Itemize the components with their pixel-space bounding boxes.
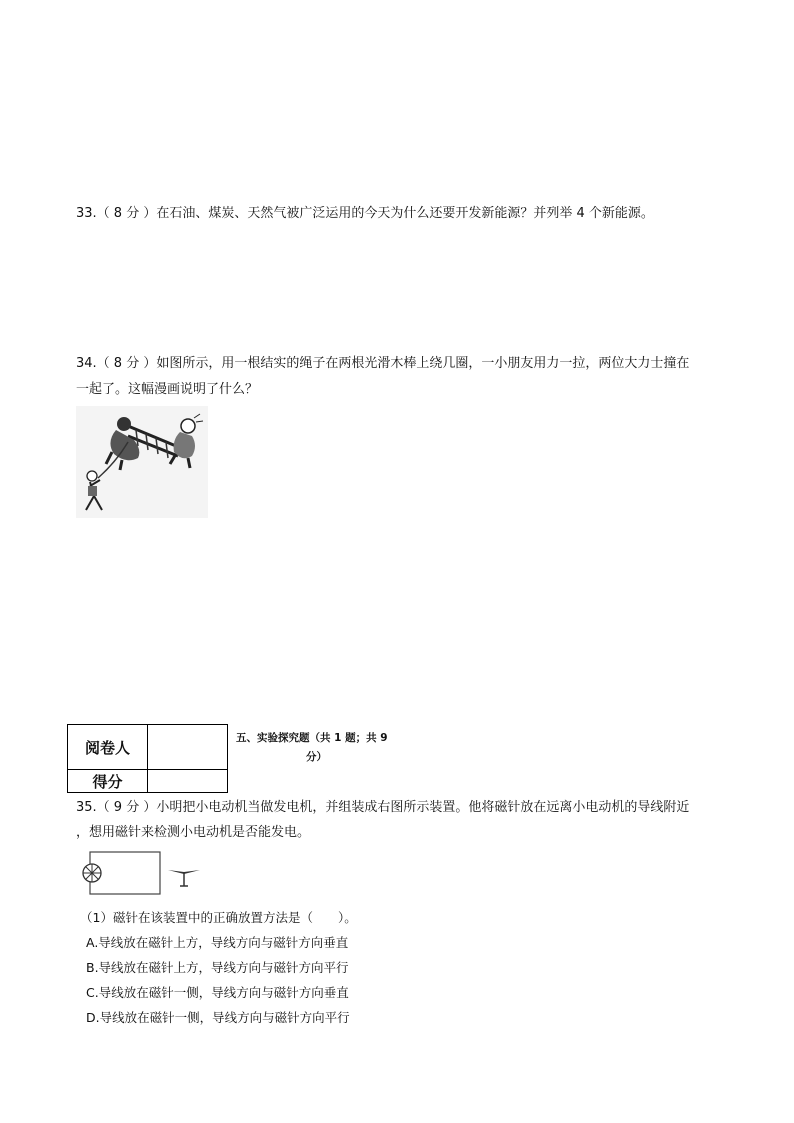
- question-35-line-2: ，想用磁针来检测小电动机是否能发电。: [76, 825, 311, 840]
- option-c[interactable]: C.导线放在磁针一侧，导线方向与磁针方向垂直: [86, 985, 349, 1000]
- question-35-line-1: 35.（ 9 分 ）小明把小电动机当做发电机，并组装成右图所示装置。他将磁针放在远离小电动机的导线附近: [76, 800, 690, 815]
- reviewer-cell[interactable]: [148, 725, 228, 770]
- option-d[interactable]: D.导线放在磁针一侧，导线方向与磁针方向平行: [86, 1010, 350, 1025]
- option-a[interactable]: A.导线放在磁针上方，导线方向与磁针方向垂直: [86, 935, 349, 950]
- reviewer-label: 阅卷人: [68, 725, 148, 770]
- motor-compass-circuit-figure: [80, 850, 204, 898]
- rope-pulley-cartoon-figure: [76, 406, 208, 518]
- question-34-line-2: 一起了。这幅漫画说明了什么？: [76, 382, 259, 397]
- question-33: 33.（ 8 分 ）在石油、煤炭、天然气被广泛运用的今天为什么还要开发新能源？并列举 4 个新能源。: [76, 206, 654, 221]
- section-heading: [236, 729, 406, 767]
- section-heading-line-1: 五、实验探究题（共 1 题；共 9: [236, 732, 388, 744]
- question-34-line-1: 34.（ 8 分 ）如图所示，用一根结实的绳子在两根光滑木棒上绕几圈，一小朋友用力一拉，两位大力士撞在: [76, 356, 690, 371]
- score-cell[interactable]: [148, 770, 228, 793]
- score-label: 得分: [68, 770, 148, 793]
- option-b[interactable]: B.导线放在磁针上方，导线方向与磁针方向平行: [86, 960, 349, 975]
- section-heading-line-2: 分）: [306, 751, 327, 763]
- score-table: [67, 724, 228, 793]
- question-35-sub-1: （1）磁针在该装置中的正确放置方法是（ ）。: [80, 910, 357, 925]
